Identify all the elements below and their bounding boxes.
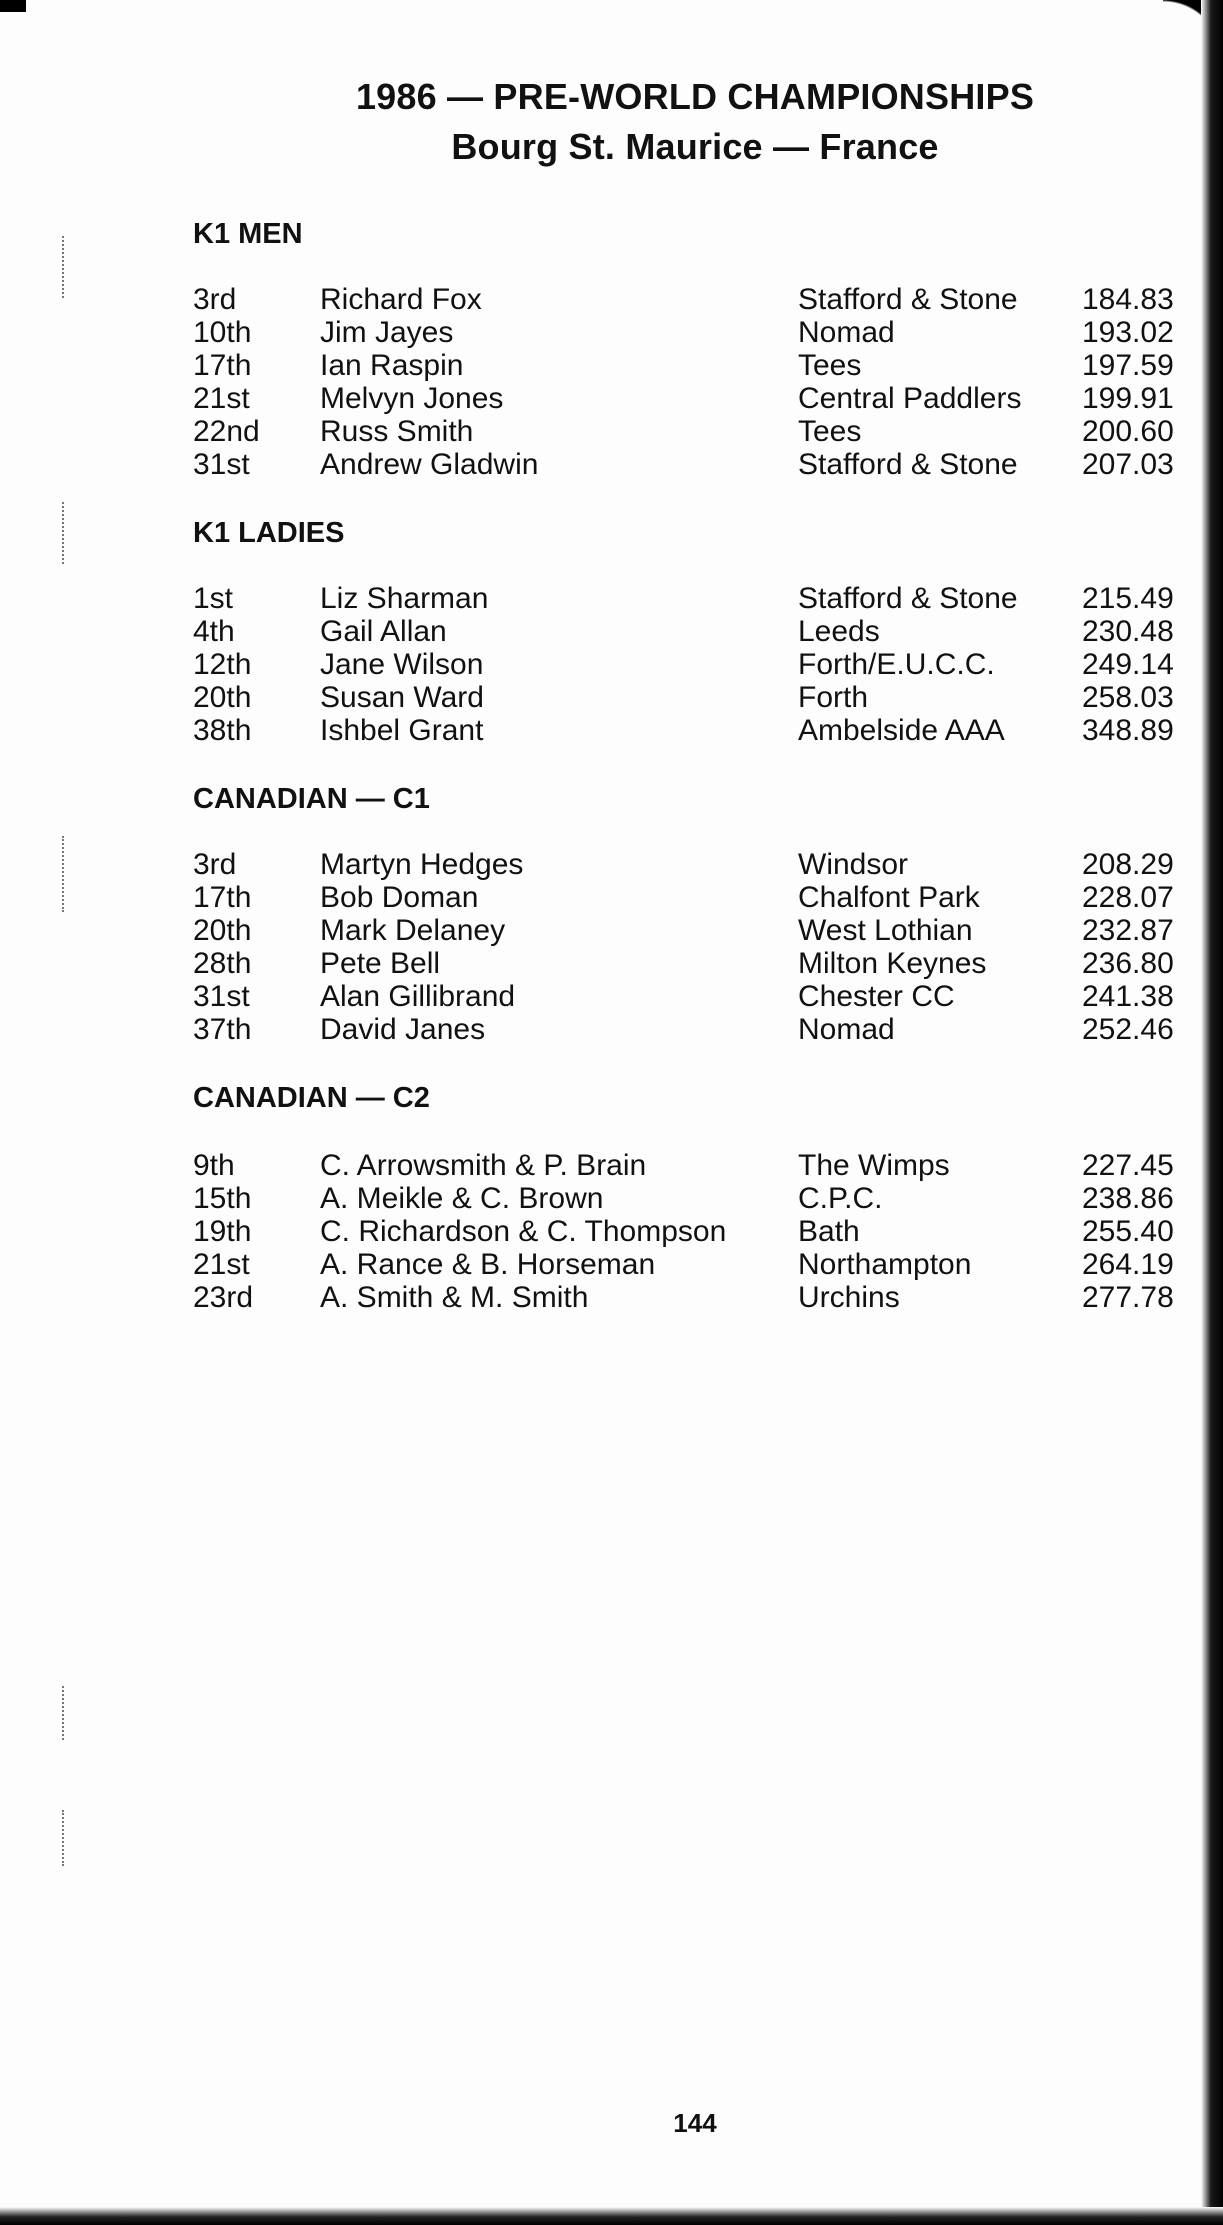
row-place: 4th: [193, 615, 235, 648]
row-name: Russ Smith: [320, 415, 474, 448]
row-time: 184.83: [1082, 283, 1174, 316]
row-name: Gail Allan: [320, 615, 447, 648]
table-row: [0, 714, 1223, 748]
table-row: [0, 1281, 1223, 1315]
row-place: 23rd: [193, 1281, 254, 1314]
row-club: Ambelside AAA: [798, 714, 1005, 747]
section-heading-canadian-c2: CANADIAN — C2: [193, 1082, 430, 1114]
table-row: [0, 648, 1223, 682]
row-place: 20th: [193, 681, 252, 714]
scan-edge-top-left: [0, 0, 26, 12]
row-place: 17th: [193, 349, 252, 382]
table-row: [0, 947, 1223, 981]
row-club: Nomad: [798, 1013, 895, 1046]
row-place: 20th: [193, 914, 252, 947]
table-row: [0, 1013, 1223, 1047]
row-name: A. Meikle & C. Brown: [320, 1182, 604, 1215]
row-name: Bob Doman: [320, 881, 479, 914]
page-subtitle: Bourg St. Maurice — France: [451, 126, 939, 167]
row-club: Stafford & Stone: [798, 283, 1018, 316]
row-time: 238.86: [1082, 1182, 1174, 1215]
row-place: 15th: [193, 1182, 252, 1215]
row-place: 37th: [193, 1013, 252, 1046]
table-row: [0, 980, 1223, 1014]
row-name: Andrew Gladwin: [320, 448, 539, 481]
row-place: 3rd: [193, 848, 237, 881]
row-name: A. Smith & M. Smith: [320, 1281, 589, 1314]
row-time: 241.38: [1082, 980, 1174, 1013]
row-time: 207.03: [1082, 448, 1174, 481]
table-row: [0, 582, 1223, 616]
row-name: A. Rance & B. Horseman: [320, 1248, 656, 1281]
row-place: 31st: [193, 980, 250, 1013]
row-club: Stafford & Stone: [798, 448, 1018, 481]
row-time: 255.40: [1082, 1215, 1174, 1248]
row-time: 193.02: [1082, 316, 1174, 349]
table-row: [0, 1182, 1223, 1216]
row-name: Richard Fox: [320, 283, 482, 316]
table-row: [0, 283, 1223, 317]
row-club: Forth/E.U.C.C.: [798, 648, 995, 681]
row-place: 3rd: [193, 283, 237, 316]
row-place: 10th: [193, 316, 252, 349]
row-club: Forth: [798, 681, 869, 714]
row-club: Northampton: [798, 1248, 972, 1281]
row-place: 9th: [193, 1149, 235, 1182]
row-name: Ishbel Grant: [320, 714, 484, 747]
table-row: [0, 615, 1223, 649]
table-row: [0, 914, 1223, 948]
section-heading-k1-men: K1 MEN: [193, 218, 303, 250]
table-row: [0, 415, 1223, 449]
margin-mark: [62, 1686, 64, 1740]
row-club: West Lothian: [798, 914, 973, 947]
row-time: 264.19: [1082, 1248, 1174, 1281]
row-time: 200.60: [1082, 415, 1174, 448]
row-club: Chalfont Park: [798, 881, 980, 914]
table-row: [0, 1248, 1223, 1282]
row-club: Bath: [798, 1215, 860, 1248]
row-place: 12th: [193, 648, 252, 681]
row-name: Ian Raspin: [320, 349, 464, 382]
row-time: 199.91: [1082, 382, 1174, 415]
row-club: The Wimps: [798, 1149, 950, 1182]
row-club: Urchins: [798, 1281, 900, 1314]
row-place: 38th: [193, 714, 252, 747]
table-row: [0, 349, 1223, 383]
row-club: Milton Keynes: [798, 947, 987, 980]
table-row: [0, 1149, 1223, 1183]
row-place: 21st: [193, 1248, 250, 1281]
row-name: Jane Wilson: [320, 648, 484, 681]
table-row: [0, 316, 1223, 350]
table-row: [0, 848, 1223, 882]
section-heading-canadian-c1: CANADIAN — C1: [193, 783, 430, 815]
row-name: David Janes: [320, 1013, 486, 1046]
row-time: 252.46: [1082, 1013, 1174, 1046]
row-club: Central Paddlers: [798, 382, 1022, 415]
row-place: 22nd: [193, 415, 260, 448]
row-time: 230.48: [1082, 615, 1174, 648]
row-time: 197.59: [1082, 349, 1174, 382]
row-time: 258.03: [1082, 681, 1174, 714]
row-club: Tees: [798, 349, 862, 382]
row-name: Liz Sharman: [320, 582, 489, 615]
row-place: 17th: [193, 881, 252, 914]
row-club: Nomad: [798, 316, 895, 349]
table-row: [0, 1215, 1223, 1249]
row-place: 1st: [193, 582, 234, 615]
row-time: 227.45: [1082, 1149, 1174, 1182]
scan-edge-bottom: [0, 2207, 1223, 2225]
row-club: C.P.C.: [798, 1182, 883, 1215]
page-title: 1986 — PRE-WORLD CHAMPIONSHIPS: [355, 76, 1035, 117]
row-name: Alan Gillibrand: [320, 980, 516, 1013]
page-number: 144: [673, 2108, 717, 2138]
table-row: [0, 681, 1223, 715]
row-club: Stafford & Stone: [798, 582, 1018, 615]
row-club: Chester CC: [798, 980, 955, 1013]
row-name: C. Richardson & C. Thompson: [320, 1215, 727, 1248]
row-time: 208.29: [1082, 848, 1174, 881]
row-name: Melvyn Jones: [320, 382, 504, 415]
row-club: Tees: [798, 415, 862, 448]
row-time: 249.14: [1082, 648, 1174, 681]
table-row: [0, 881, 1223, 915]
row-name: Jim Jayes: [320, 316, 454, 349]
margin-mark: [62, 1810, 64, 1866]
row-name: Mark Delaney: [320, 914, 506, 947]
row-name: Pete Bell: [320, 947, 441, 980]
row-time: 236.80: [1082, 947, 1174, 980]
margin-mark: [62, 502, 64, 564]
row-place: 28th: [193, 947, 252, 980]
row-club: Leeds: [798, 615, 880, 648]
section-heading-k1-ladies: K1 LADIES: [193, 517, 345, 549]
row-time: 348.89: [1082, 714, 1174, 747]
row-name: Martyn Hedges: [320, 848, 524, 881]
row-place: 31st: [193, 448, 250, 481]
row-club: Windsor: [798, 848, 909, 881]
table-row: [0, 448, 1223, 482]
row-name: C. Arrowsmith & P. Brain: [320, 1149, 647, 1182]
row-time: 215.49: [1082, 582, 1174, 615]
row-place: 21st: [193, 382, 250, 415]
row-time: 228.07: [1082, 881, 1174, 914]
row-time: 232.87: [1082, 914, 1174, 947]
table-row: [0, 382, 1223, 416]
row-time: 277.78: [1082, 1281, 1174, 1314]
row-name: Susan Ward: [320, 681, 484, 714]
row-place: 19th: [193, 1215, 252, 1248]
